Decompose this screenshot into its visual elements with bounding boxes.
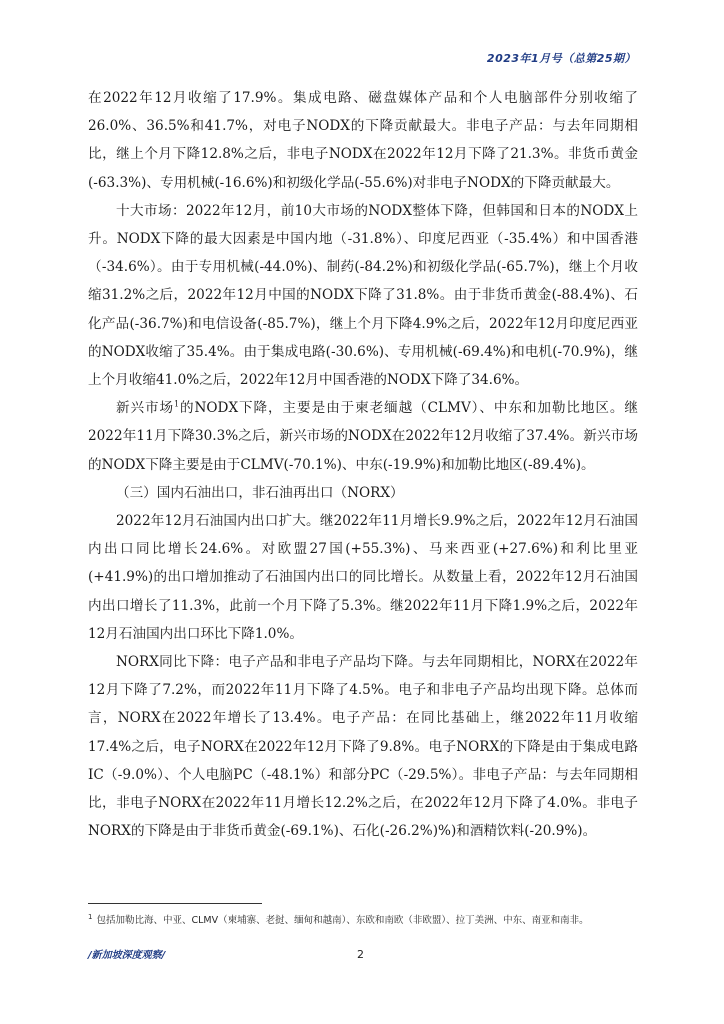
- paragraph-oil-exports: 2022年12月石油国内出口扩大。继2022年11月增长9.9%之后，2022年12月石油国内出口同比增长24.6%。对欧盟27国(+55.3%)、马来西亚(+27.6%)和利比里亚(+41.9%)的出口增加推动了石油国内出口的同比增长。从数量上看，2022年12月石油国内出口增长了11.3%，此前一个月下降了5.3%。继2022年11月下降1.9%之后，2022年12月石油国内出口环比下降1.0%。: [88, 513, 638, 642]
- page-number: 2: [357, 948, 364, 961]
- section-heading: （三）国内石油出口，非石油再出口（NORX）: [116, 484, 404, 501]
- article-body: [88, 84, 638, 845]
- footnote-text: 包括加勒比海、中亚、CLMV（柬埔寨、老挝、缅甸和越南）、东欧和南欧（非欧盟）、拉丁美洲、中东、南亚和南非。: [96, 915, 589, 927]
- paragraph-emerging-markets: [88, 394, 638, 479]
- paragraph-1: 在2022年12月收缩了17.9%。集成电路、磁盘媒体产品和个人电脑部件分别收缩了26.0%、36.5%和41.7%，对电子NODX的下降贡献最大。非电子产品：与去年同期相比，继上个月下降12.8%之后，非电子NODX在2022年12月下降了21.3%。非货币黄金(-63.3%)、专用机械(-16.6%)和初级化学品(-55.6%)对非电子NODX的下降贡献最大。: [88, 90, 638, 191]
- footnote-ref[interactable]: 1: [174, 399, 180, 409]
- emerging-markets-lead: 新兴市场: [116, 400, 175, 417]
- footnote-number: 1: [88, 913, 93, 921]
- publication-name: /新加坡深度观察/: [88, 950, 166, 961]
- footnote: [88, 909, 640, 929]
- emerging-markets-text: 的NODX下降，主要是由于柬老缅越（CLMV）、中东和加勒比地区。继2022年11月下降30.3%之后，新兴市场的NODX在2022年12月收缩了37.4%。新兴市场的NODX下降主要是由于CLMV(-70.1%)、中东(-19.9%)和加勒比地区(-89.4%)。: [88, 400, 638, 473]
- footnote-divider: [88, 903, 262, 904]
- issue-header: 2023年1月号（总第25期）: [486, 52, 636, 65]
- paragraph-ten-markets: 十大市场：2022年12月，前10大市场的NODX整体下降，但韩国和日本的NODX上升。NODX下降的最大因素是中国内地（-31.8%）、印度尼西亚（-35.4%）和中国香港（-34.6%）。由于专用机械(-44.0%)、制药(-84.2%)和初级化学品(-65.7%)，继上个月收缩31.2%之后，2022年12月中国的NODX下降了31.8%。由于非货币黄金(-88.4%)、石化产品(-36.7%)和电信设备(-85.7%)，继上个月下降4.9%之后，2022年12月印度尼西亚的NODX收缩了35.4%。由于集成电路(-30.6%)、专用机械(-69.4%)和电机(-70.9%)，继上个月收缩41.0%之后，2022年12月中国香港的NODX下降了34.6%。: [88, 202, 638, 389]
- paragraph-norx: NORX同比下降：电子产品和非电子产品均下降。与去年同期相比，NORX在2022年12月下降了7.2%，而2022年11月下降了4.5%。电子和非电子产品均出现下降。总体而言，NORX在2022年增长了13.4%。电子产品：在同比基础上，继2022年11月收缩17.4%之后，电子NORX在2022年12月下降了9.8%。电子NORX的下降是由于集成电路IC（-9.0%）、个人电脑PC（-48.1%）和部分PC（-29.5%）。非电子产品：与去年同期相比，非电子NORX在2022年11月增长12.2%之后，在2022年12月下降了4.0%。非电子NORX的下降是由于非货币黄金(-69.1%)、石化(-26.2%)%)和酒精饮料(-20.9%)。: [88, 654, 638, 840]
